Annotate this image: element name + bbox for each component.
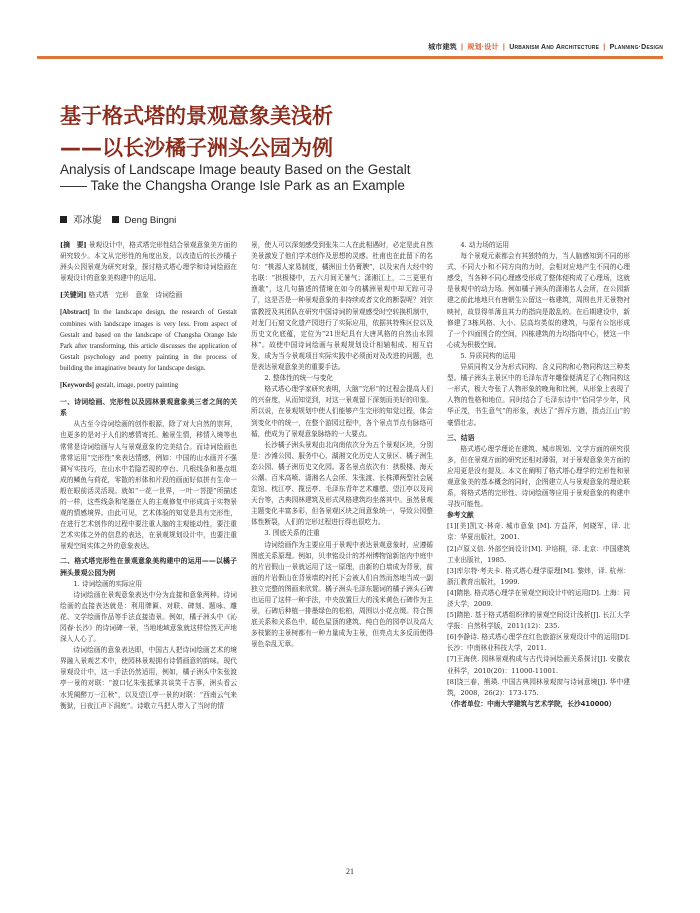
author-name-cn: 邓冰旎 — [73, 215, 102, 226]
abstract-en-label: [Abstract] — [60, 309, 90, 317]
subsection-heading: 3. 围底关系的注重 — [264, 529, 320, 538]
header-rule — [37, 56, 663, 59]
keywords-en-text: gestalt, image, poetry painting — [95, 382, 179, 390]
abstract-cn-label: [摘 要] — [60, 241, 87, 249]
author-name-en: Deng Bingni — [124, 215, 177, 226]
reference-item: [1][美]凯文·林奇. 城市意象 [M]. 方益萍，何晓军，译. 北京：华夏出版社，2001. — [447, 522, 630, 542]
abstract-cn-text: 景观设计中，格式塔完形性结合景观意象美方面的研究较少。本文从完形性的角度出发，以改造后的长沙橘子洲头公园景观为研究对象，探讨格式塔心理学和诗词绘画在景观设计的意象美构建中的运用。 — [60, 241, 238, 283]
keywords-cn-text: 格式塔 完形 意象 诗词绘画 — [88, 291, 183, 300]
body-paragraph: 格式塔心理学理论在建筑、城市规划、文学方面的研究很多，但在景观方面的研究还相对薄弱，对于景观意象美方面的应用更是没有提及。本文在阐明了格式塔心理学的完形性和景观意象美的基本概念的同时，企图建立人与景观意象的理论联系，将格式塔的完形性、诗词绘画等应用于景观意象的构建中寻找可能性。 — [447, 444, 630, 509]
subsection-heading: 5. 异质同构的运用 — [460, 351, 516, 360]
reference-item: [4]隋艳. 格式塔心理学在景观空间设计中的运用[D]. 上海：同济大学，2009. — [447, 588, 630, 608]
keywords-en-label: [Keywords] — [60, 382, 94, 390]
reference-item: [2]卢原义信. 外部空间设计[M]. 尹培桐，译. 北京：中国建筑工业出版社，1985. — [447, 544, 630, 564]
header-journal-name: Urbanism And Architecture — [509, 44, 600, 51]
page-number: 21 — [346, 867, 354, 876]
body-paragraph: 从古至今诗词绘画的创作根源，除了对大自然的崇拜，也更多的是对于人们的感情寄托。触景生情，移情入境等也常常是诗词绘画与人与景观意象的完美结合。而诗词绘画也常常运用“完形性”来表达情感，例如：中国的山水画并不强调写实技巧，在山水中若隐若现的亭台、几根线条和墨点组成的鳞鱼与荷花，零散的形体和片段的画面好似拼有生命一般在眼前活灵活现。就如“一花一世界，一叶一菩提”所描述的一样，这些线条和笔墨在人的主观修复中形成高于实物景观的情感境界。由此可见，艺术体验的知觉是具有完形性，在进行艺术创作的过程中要注重人脑的主观能动性，要注重艺术实体之外的信息的表达，在景观规划设计中，也要注重景观空间实体之外的意象表达。 — [60, 420, 237, 551]
header-category: 规划·设计 — [467, 44, 499, 51]
header-column-name: Planning·Design — [609, 44, 663, 51]
reference-item: [7]王海侠. 园林景观构成与古代诗词绘画关系探讨[J]. 安徽农业科学，2010(20)：11000-11001. — [447, 655, 630, 675]
body-paragraph: 每个景观元素都会有其独特的力，当人脑感知到不同的形式、不同大小和不同方向的力时，会相对应地产生不同的心理感受，当各种不同心理感受形成了整体便构成了心理场，这就是景观中的动力场。例如橘子洲头的潇湘名人会所，在公园新建之前此地地只有唐朝生公留这一栋建筑，周围也并无景物衬映衬，故显得单薄且其力的指向是散乱的。在后期建设中，新修建了3栋风格、大小、层高均类似的建筑，与原有公馆形成了一个四面围合的空间，四栋建筑的力均指向中心，使这一中心成为积极空间。 — [447, 252, 630, 349]
subsection-heading: 4. 动力场的运用 — [460, 241, 510, 249]
header-separator: | — [603, 44, 606, 51]
body-paragraph: 格式塔心理学家研究表明，大脑“完形”的过程会提高人们的兴奋度，从而知觉到，对这一景观留下深刻而美好的印象。所以说，在景观规划中使人们能够产生完形的知觉过程，体会到变化中的统一，在整个游园过程中，各个景点节点有脉络可循，使成为了景观意象脉络的一大要点。 — [251, 385, 433, 438]
body-paragraph: 诗词绘画作为主要应用于景观中表达景观意象时，应遵循图底关系原理。例如，贝聿铭设计的苏州博物馆新馆内中庭中的片岩假山一景就运用了这一原理，由新的白墙成为背景，前面的片岩假山在背景墙的衬托下会被人们自然而然地当成一副独立完整的图画来欣赏。橘子洲头毛泽东题词的橘子洲头石碑也运用了这样一种手法，中央放置巨大的浅米黄色石碑作为主景，石碑后种植一排墨绿色的松柏，周围以小花点缀。符合图底关系和关系色中，暖色屋顶的建筑、纯白色的园亭以及高大多枝繁的主景树都有一种力量成为主景，但亮点太多反而使得景色杂乱无章。 — [251, 540, 433, 649]
body-paragraph: 诗词绘画的意象表达即，中国古人把诗词绘画艺术的境界融入景观艺术中，使园林景观拥有诗情画意的韵味。现代景观设计中，这一手法仍然适用，例如，橘子洲头中朱张渡亭一景的对联：“渡口忆朱张抵掌共谈笑千古事，洲头看云水凭阑醉万一江秋”，以及望江亭一景的对联：“西南云气来衡狱，日夜江声下洞庭”。诗歌立马把人带入了当时的情 — [60, 646, 237, 710]
column-1 — [60, 240, 237, 712]
header-separator: | — [502, 44, 506, 51]
abstract-en-text: In the landscape design, the research of Gestalt combines with landscape images is very less. From aspect of Gestalt and based on the landscape of Changsha Orange Isle Park after transforming, this article discusses the application of Gestalt psychology and poetry painting in the process of building the imaginative beauty for landscape design. — [60, 309, 237, 372]
title-en-line2: —— Take the Changsha Orange Isle Park as an Example — [60, 178, 405, 193]
header-section: 城市建筑 — [428, 44, 457, 51]
title-en-line1: Analysis of Landscape Image beauty Based on the Gestalt — [60, 162, 411, 177]
keywords-cn-label: [关键词] — [60, 291, 87, 300]
author-affiliation: （作者单位：中南大学建筑与艺术学院，长沙410000） — [447, 699, 616, 708]
subsection-heading: 2. 整体性的统一与变化 — [264, 374, 334, 383]
body-paragraph: 景，使人可以深刻感受到张朱二人在此相遇时，必定是此自然美景激发了他们学术创作及思想的灵感。杜甫也在此留下的名句：“桃源人家易制度，橘洲田土仍膏腴”，以及宋肖大经中的名联：“拱极楼中，五六月间无暑气；潇湘江上，二三更里有渔歌”，这几句描述的情境在如今的橘洲景观中却无踪可寻了，这是否是一种景观意象的非持续或者文化的断裂呢？刘宗富教授及其团队在研究中国诗词的景观感受时空转换机制中，对龙门石窟文化遗产园进行了实际应用，依据其特殊区位以及历史文化底蕴，定位为“21世纪具有大唐风格的自然山水园林”。故使中国诗词绘画与景观规划设计相辅相成、相互启发，成为当今景观项目实际实践中必须面对及改进的问题，也是表达景观意象美的重要手法。 — [251, 241, 433, 372]
body-paragraph: 长沙橘子洲头景观由北向南依次分为五个景观区块，分别是：沙滩公园、服务中心、湖湘文化历史人文景区、橘子洲生态公园、橘子洲历史文化园。著名景点依次有：拱极楼、海天公潮、百米高喷、潇湘名人会所、朱张渡、长株潭两型社会展览馆、枕江亭、揽岳亭、毛泽东青年艺术雕塑、望江亭以及问天台等，古典园林建筑及形式风格建筑均坐落其中。虽然景观主题变化丰富多彩，但各景观区块之间意象统一，导致公园整体性断裂，人们的完形过程进行得也很吃力。 — [251, 440, 433, 527]
author-line — [60, 212, 176, 226]
title-cn-line1: 基于格式塔的景观意象美浅析 — [60, 104, 333, 128]
reference-item: [5]隋艳. 基于格式塔组织律的景观空间设计浅析[J]. 长江大学学报：自然科学版，2011(12)：235. — [447, 611, 630, 631]
section-heading-2: 二、格式塔完形性在景观意象美构建中的运用——以橘子洲头景观公园为例 — [60, 557, 237, 577]
subsection-heading: 1. 诗词绘画的实际应用 — [73, 579, 143, 588]
body-paragraph: 异质同构又分为形式同构、含义同构和心物同构这三种类型。橘子洲头主景区中的毛泽东青年雕像便满足了心物同构这一形式，极大夸张了人物形象的晚角和比例，从形象上表现了人物的性格和地位。同时结合了毛泽东诗中“恰同学少年，风华正茂，书生意气”的形象，表达了“挥斥方遒，指点江山”的豪情壮志。 — [447, 363, 630, 427]
reference-item: [3]库尔特·考夫卡. 格式塔心理学原理[M]. 黎炜，译. 杭州：浙江教育出版社，1999. — [447, 566, 630, 586]
column-3 — [447, 240, 630, 710]
abstract-en — [60, 307, 237, 374]
column-2 — [251, 240, 433, 650]
reference-item: [6]李静诗. 格式塔心理学在红色旅游区景观设计中的运用[D]. 长沙：中南林业科技大学，2011. — [447, 633, 630, 653]
references-heading: 参考文献 — [447, 511, 474, 520]
header-separator: | — [461, 44, 464, 51]
body-paragraph: 诗词绘画在景观意象表达中分为直接和意象两种。诗词绘画的直接表达就是：利用牌匾、对联、碑刻、题咏、雕花、文学绘画作品等手法直接造景。例如，橘子洲头中《沁园春·长沙》的诗词碑一景，当地地域意象就这样恰然无声地深入人心了。 — [60, 590, 237, 644]
journal-header — [428, 42, 663, 52]
abstract-cn — [60, 240, 237, 284]
bullet-square-icon — [112, 216, 119, 223]
section-heading-3: 三、结语 — [447, 433, 475, 442]
keywords-en — [60, 380, 237, 391]
section-heading-1: 一、诗词绘画、完形性以及园林景观意象美三者之间的关系 — [60, 398, 237, 418]
keywords-cn — [60, 290, 237, 301]
reference-item: [8]饶三春，熊瑛. 中国古典园林景观窗与诗词意境[J]. 华中建筑，2008，26(2)：173-175. — [447, 677, 630, 697]
title-cn-line2: ——以长沙橘子洲头公园为例 — [60, 136, 333, 160]
bullet-square-icon — [60, 216, 67, 223]
